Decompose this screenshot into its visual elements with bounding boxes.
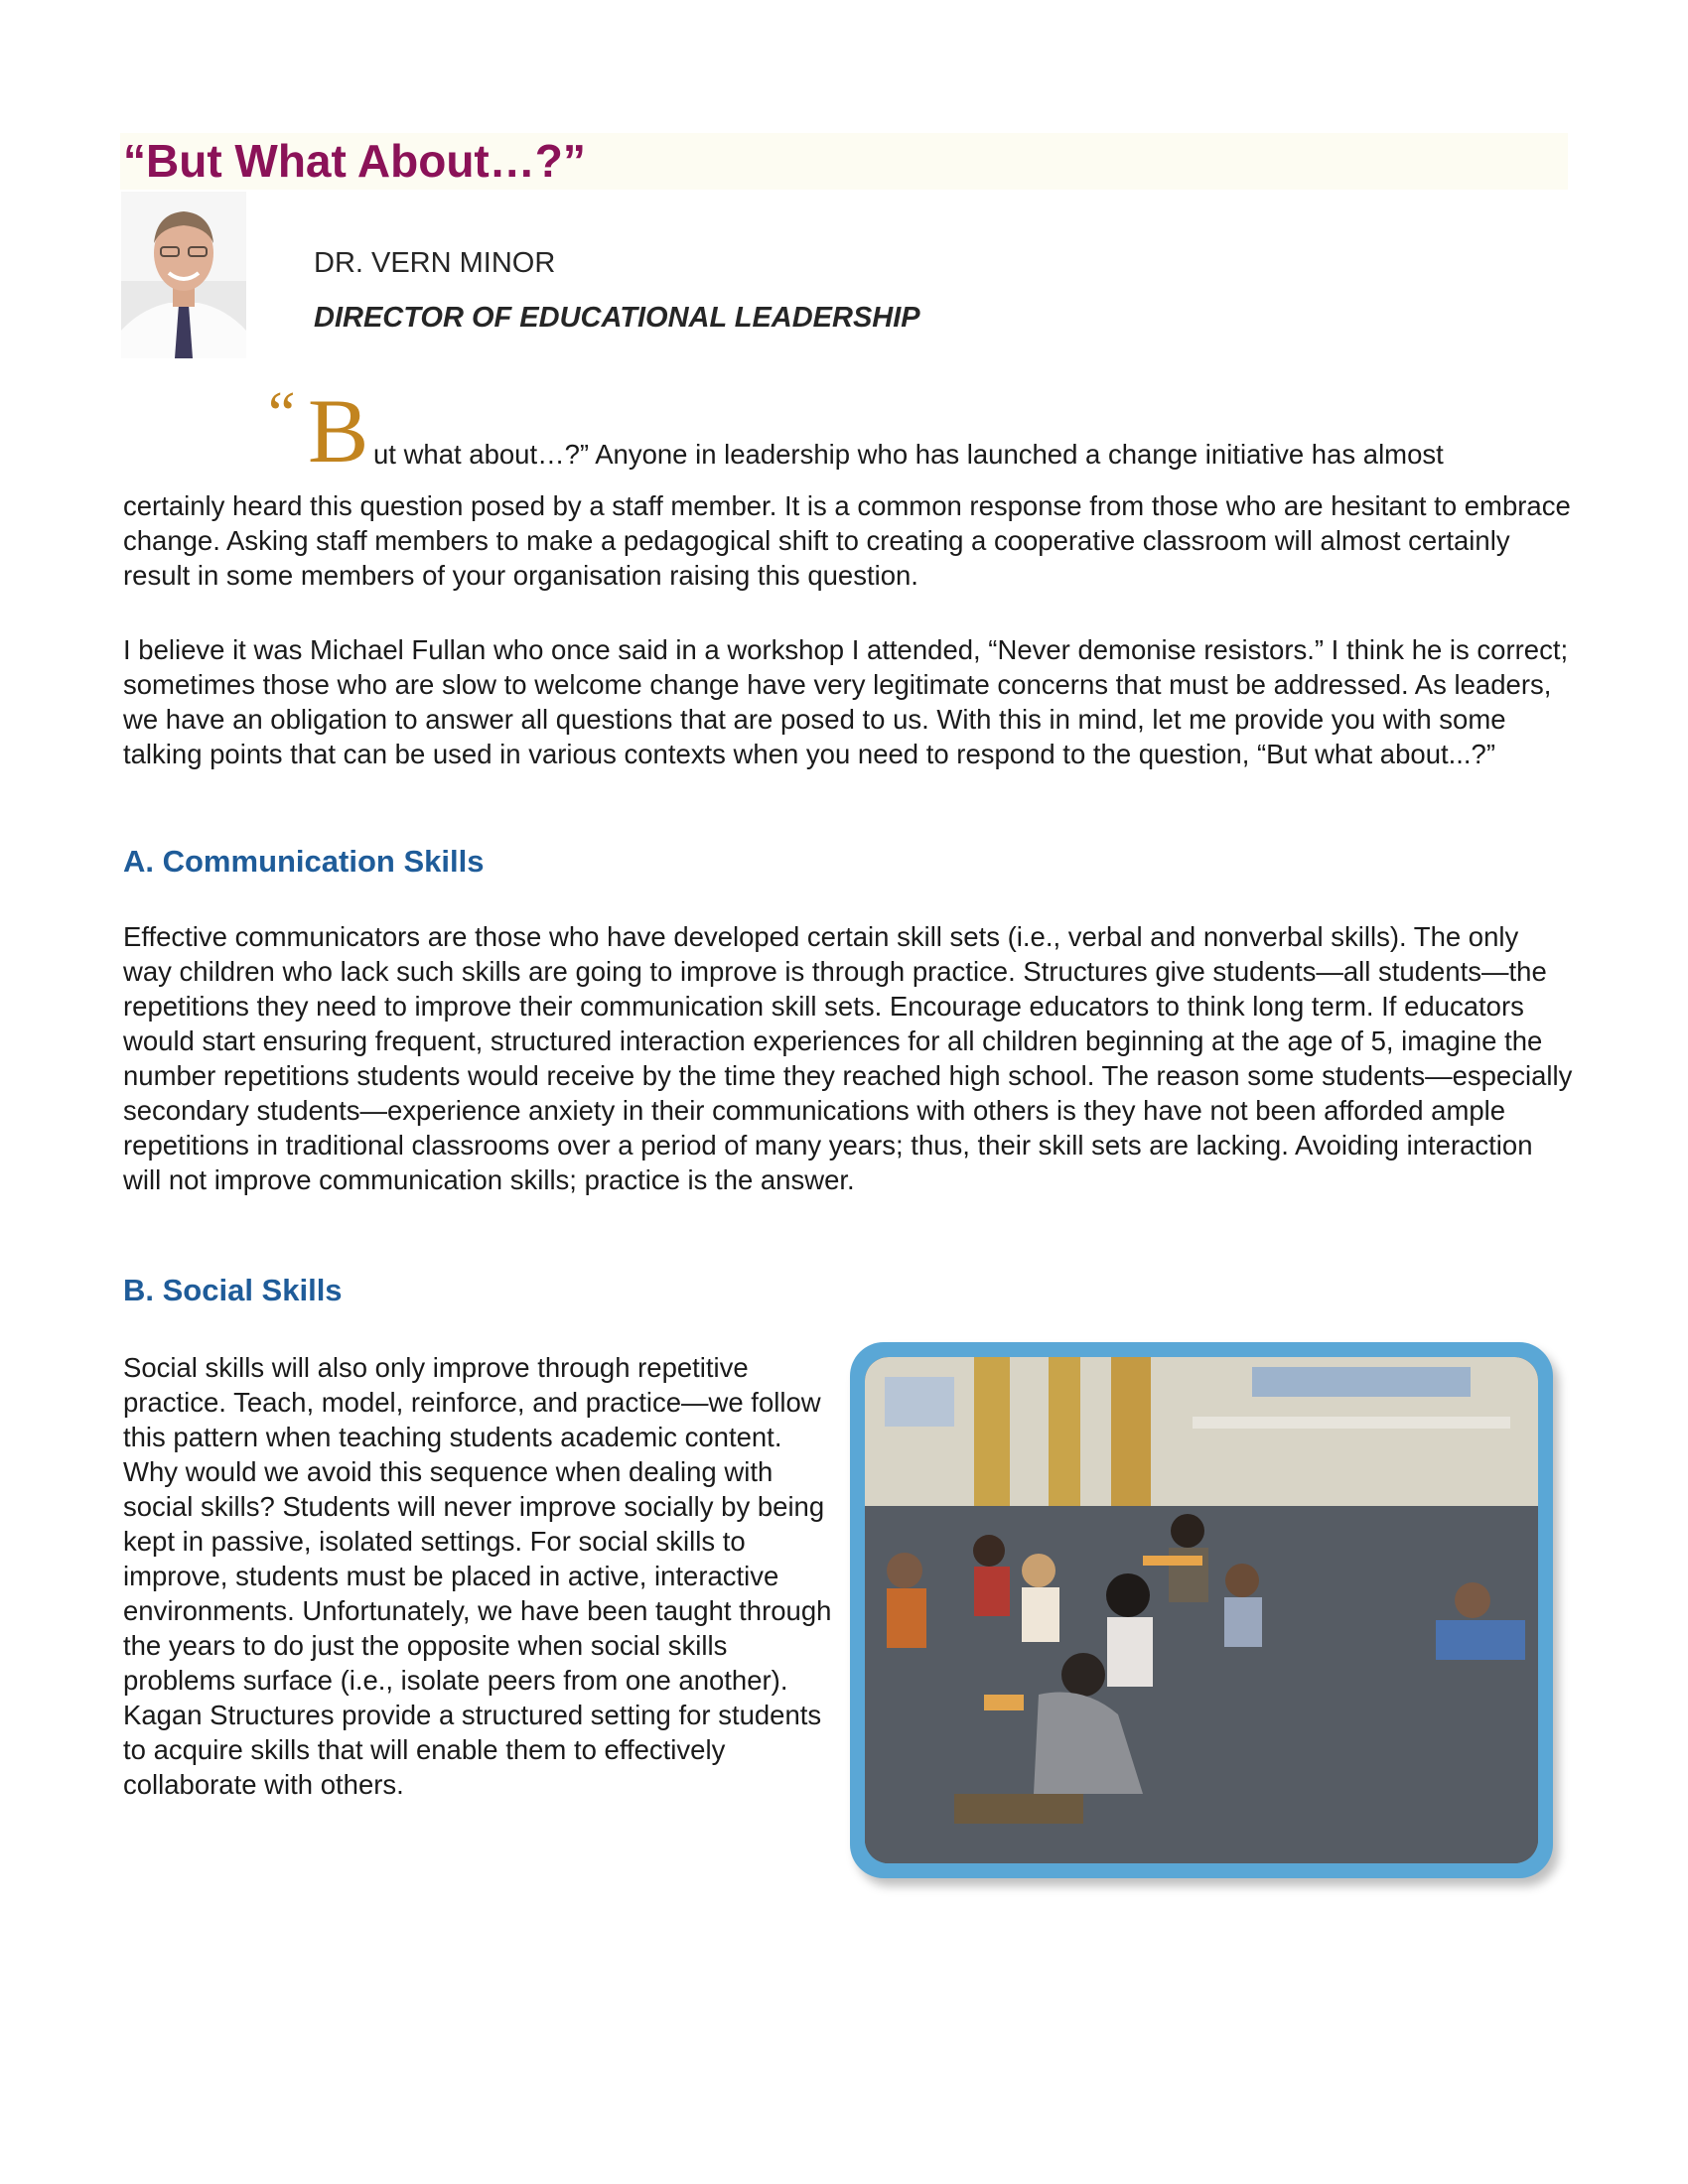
classroom-photo	[865, 1357, 1538, 1863]
author-role: DIRECTOR OF EDUCATIONAL LEADERSHIP	[314, 302, 920, 334]
article-title: “But What About…?”	[123, 135, 586, 187]
author-portrait-image	[121, 192, 246, 358]
section-a-heading: A. Communication Skills	[123, 844, 485, 879]
section-b-heading: B. Social Skills	[123, 1273, 343, 1307]
section-b-paragraph: Social skills will also only improve through repetitive practice. Teach, model, reinforce, and practice—we follow this pattern when teaching students academic content. Why would we avoid this sequence when dealing with social skills? Students will never improve socially by being kept in passive, isolated settings. For social skills to improve, students must be placed in active, interactive environments. Unfortunately, we have been taught through the years to do just the opposite when social skills problems surface (i.e., isolate peers from one another). Kagan Structures provide a structured setting for students to acquire skills that will enable them to effectively collaborate with others.	[123, 1352, 832, 1800]
drop-cap-letter: B	[308, 380, 369, 481]
intro-first-line: ut what about…?” Anyone in leadership who has launched a change initiative has almost	[373, 439, 1444, 470]
drop-cap-quote: “	[268, 380, 296, 448]
classroom-photo-image	[865, 1357, 1538, 1863]
author-portrait	[121, 192, 246, 358]
section-a-paragraph: Effective communicators are those who have developed certain skill sets (i.e., verbal and nonverbal skills). The only way children who lack such skills are going to improve is through practice. Structures give students—all students—the repetitions they need to improve their communication skill sets. Encourage educators to think long term. If educators would start ensuring frequent, structured interaction experiences for all children beginning at the age of 5, imagine the number repetitions students would receive by the time they reached high school. The reason some students—especially secondary students—experience anxiety in their communications with others is they have not been afforded ample repetitions in traditional classrooms over a period of many years; thus, their skill sets are lacking. Avoiding interaction will not improve communication skills; practice is the answer.	[123, 921, 1573, 1195]
author-name: DR. VERN MINOR	[314, 247, 556, 279]
intro-paragraph: certainly heard this question posed by a staff member. It is a common response from those who are hesitant to embrace change. Asking staff members to make a pedagogical shift to creating a cooperative classroom will almost certainly result in some members of your organisation raising this question.	[123, 490, 1571, 591]
fullan-paragraph: I believe it was Michael Fullan who once said in a workshop I attended, “Never demonise resistors.” I think he is correct; sometimes those who are slow to welcome change have very legitimate concerns that must be addressed. As leaders, we have an obligation to answer all questions that are posed to us. With this in mind, let me provide you with some talking points that can be used in various contexts when you need to respond to the question, “But what about...?”	[123, 634, 1569, 769]
classroom-photo-frame	[850, 1342, 1553, 1878]
